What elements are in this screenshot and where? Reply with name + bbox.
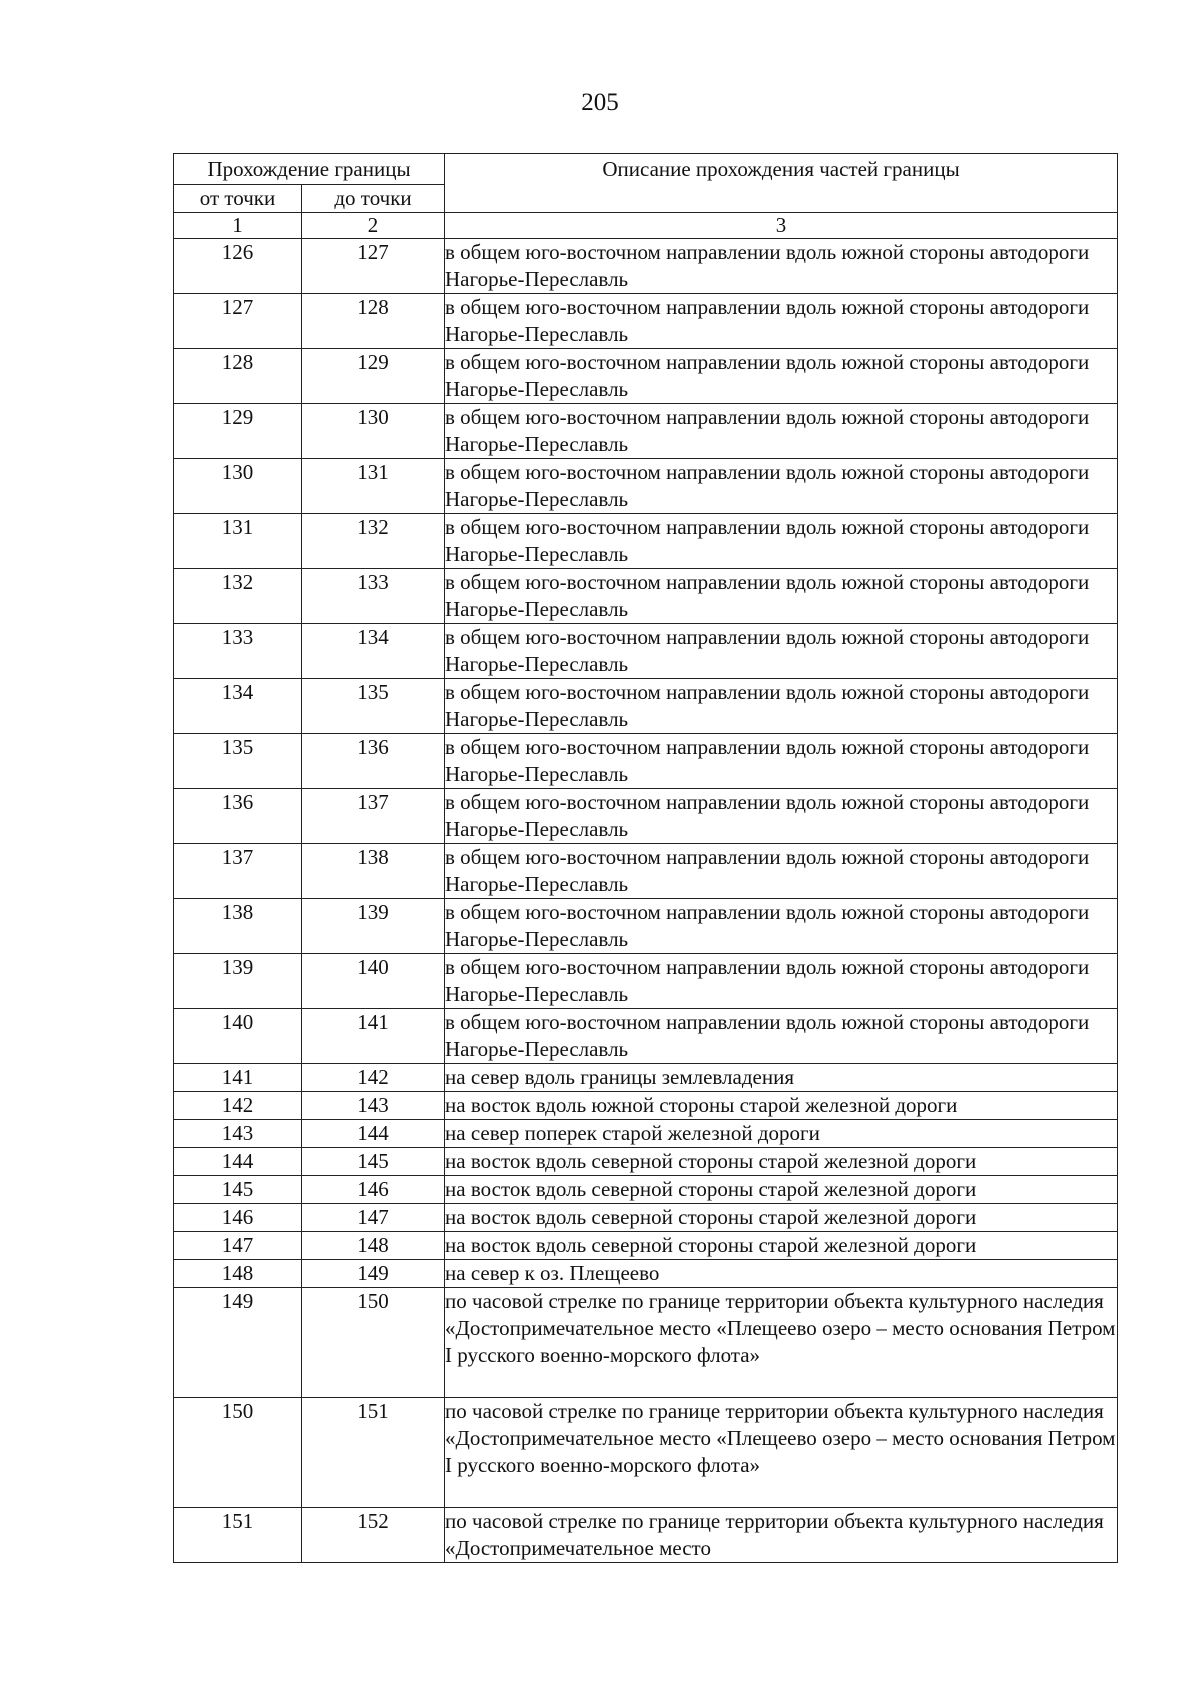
description: на восток вдоль северной стороны старой железной дороги — [445, 1232, 1118, 1260]
table-row — [174, 1064, 1118, 1092]
column-number-1: 1 — [174, 213, 302, 239]
from-point: 134 — [174, 679, 302, 734]
description: на восток вдоль северной стороны старой железной дороги — [445, 1148, 1118, 1176]
from-point: 150 — [174, 1398, 302, 1508]
to-point: 145 — [302, 1148, 445, 1176]
to-point: 128 — [302, 294, 445, 349]
table-row — [174, 954, 1118, 1009]
to-point: 132 — [302, 514, 445, 569]
to-point: 139 — [302, 899, 445, 954]
table-row — [174, 899, 1118, 954]
from-point: 137 — [174, 844, 302, 899]
table-row — [174, 624, 1118, 679]
from-point: 130 — [174, 459, 302, 514]
to-point: 140 — [302, 954, 445, 1009]
description: в общем юго-восточном направлении вдоль южной стороны автодороги Нагорье-Переславль — [445, 899, 1118, 954]
to-point: 143 — [302, 1092, 445, 1120]
to-point: 142 — [302, 1064, 445, 1092]
header-to-point: до точки — [302, 185, 445, 213]
to-point: 147 — [302, 1204, 445, 1232]
table-body — [174, 239, 1118, 1563]
description: в общем юго-восточном направлении вдоль южной стороны автодороги Нагорье-Переславль — [445, 1009, 1118, 1064]
description: на восток вдоль северной стороны старой железной дороги — [445, 1176, 1118, 1204]
description: на север поперек старой железной дороги — [445, 1120, 1118, 1148]
table-row — [174, 294, 1118, 349]
description: в общем юго-восточном направлении вдоль южной стороны автодороги Нагорье-Переславль — [445, 624, 1118, 679]
table-row — [174, 1232, 1118, 1260]
table-row — [174, 1009, 1118, 1064]
table-row — [174, 1508, 1118, 1563]
description: на восток вдоль северной стороны старой железной дороги — [445, 1204, 1118, 1232]
table-row — [174, 239, 1118, 294]
header-from-point: от точки — [174, 185, 302, 213]
table-row — [174, 349, 1118, 404]
to-point: 127 — [302, 239, 445, 294]
description: в общем юго-восточном направлении вдоль южной стороны автодороги Нагорье-Переславль — [445, 239, 1118, 294]
from-point: 142 — [174, 1092, 302, 1120]
to-point: 151 — [302, 1398, 445, 1508]
table-header — [174, 154, 1118, 239]
description: в общем юго-восточном направлении вдоль южной стороны автодороги Нагорье-Переславль — [445, 459, 1118, 514]
table-row — [174, 1092, 1118, 1120]
table-row — [174, 1176, 1118, 1204]
to-point: 137 — [302, 789, 445, 844]
to-point: 136 — [302, 734, 445, 789]
description: на восток вдоль южной стороны старой железной дороги — [445, 1092, 1118, 1120]
table-row — [174, 734, 1118, 789]
table-row — [174, 459, 1118, 514]
from-point: 129 — [174, 404, 302, 459]
table-row — [174, 1204, 1118, 1232]
to-point: 152 — [302, 1508, 445, 1563]
to-point: 133 — [302, 569, 445, 624]
from-point: 140 — [174, 1009, 302, 1064]
description: на север вдоль границы землевладения — [445, 1064, 1118, 1092]
to-point: 138 — [302, 844, 445, 899]
from-point: 138 — [174, 899, 302, 954]
table-row — [174, 789, 1118, 844]
from-point: 146 — [174, 1204, 302, 1232]
description: в общем юго-восточном направлении вдоль южной стороны автодороги Нагорье-Переславль — [445, 294, 1118, 349]
from-point: 143 — [174, 1120, 302, 1148]
from-point: 127 — [174, 294, 302, 349]
description: в общем юго-восточном направлении вдоль южной стороны автодороги Нагорье-Переславль — [445, 679, 1118, 734]
from-point: 139 — [174, 954, 302, 1009]
from-point: 136 — [174, 789, 302, 844]
table-row — [174, 1120, 1118, 1148]
table-row — [174, 1398, 1118, 1508]
table-row — [174, 844, 1118, 899]
description: на север к оз. Плещеево — [445, 1260, 1118, 1288]
from-point: 144 — [174, 1148, 302, 1176]
column-number-3: 3 — [445, 213, 1118, 239]
to-point: 135 — [302, 679, 445, 734]
column-number-2: 2 — [302, 213, 445, 239]
from-point: 145 — [174, 1176, 302, 1204]
description: в общем юго-восточном направлении вдоль южной стороны автодороги Нагорье-Переславль — [445, 844, 1118, 899]
from-point: 132 — [174, 569, 302, 624]
to-point: 134 — [302, 624, 445, 679]
table-row — [174, 404, 1118, 459]
description: в общем юго-восточном направлении вдоль южной стороны автодороги Нагорье-Переславль — [445, 569, 1118, 624]
description: в общем юго-восточном направлении вдоль южной стороны автодороги Нагорье-Переславль — [445, 404, 1118, 459]
to-point: 129 — [302, 349, 445, 404]
table-row — [174, 1148, 1118, 1176]
to-point: 141 — [302, 1009, 445, 1064]
table-row — [174, 569, 1118, 624]
to-point: 144 — [302, 1120, 445, 1148]
from-point: 126 — [174, 239, 302, 294]
to-point: 130 — [302, 404, 445, 459]
description: в общем юго-восточном направлении вдоль южной стороны автодороги Нагорье-Переславль — [445, 349, 1118, 404]
page-number: 205 — [581, 89, 619, 116]
to-point: 148 — [302, 1232, 445, 1260]
header-boundary-passage: Прохождение границы — [174, 154, 445, 185]
to-point: 146 — [302, 1176, 445, 1204]
description: в общем юго-восточном направлении вдоль южной стороны автодороги Нагорье-Переславль — [445, 954, 1118, 1009]
from-point: 148 — [174, 1260, 302, 1288]
to-point: 149 — [302, 1260, 445, 1288]
description: по часовой стрелке по границе территории объекта культурного наследия «Достопримечательное место — [445, 1508, 1118, 1563]
description: по часовой стрелке по границе территории объекта культурного наследия «Достопримечательное место «Плещеево озеро – место основания Петром I русского военно-морского флота» — [445, 1398, 1118, 1508]
from-point: 128 — [174, 349, 302, 404]
description: в общем юго-восточном направлении вдоль южной стороны автодороги Нагорье-Переславль — [445, 789, 1118, 844]
from-point: 147 — [174, 1232, 302, 1260]
to-point: 150 — [302, 1288, 445, 1398]
description: в общем юго-восточном направлении вдоль южной стороны автодороги Нагорье-Переславль — [445, 734, 1118, 789]
table-row — [174, 1288, 1118, 1398]
from-point: 141 — [174, 1064, 302, 1092]
from-point: 133 — [174, 624, 302, 679]
table-row — [174, 514, 1118, 569]
boundary-table — [173, 153, 1118, 1563]
from-point: 131 — [174, 514, 302, 569]
description: в общем юго-восточном направлении вдоль южной стороны автодороги Нагорье-Переславль — [445, 514, 1118, 569]
table-row — [174, 679, 1118, 734]
to-point: 131 — [302, 459, 445, 514]
table-row — [174, 1260, 1118, 1288]
from-point: 135 — [174, 734, 302, 789]
header-description: Описание прохождения частей границы — [445, 154, 1118, 213]
from-point: 149 — [174, 1288, 302, 1398]
description: по часовой стрелке по границе территории объекта культурного наследия «Достопримечательное место «Плещеево озеро – место основания Петром I русского военно-морского флота» — [445, 1288, 1118, 1398]
from-point: 151 — [174, 1508, 302, 1563]
